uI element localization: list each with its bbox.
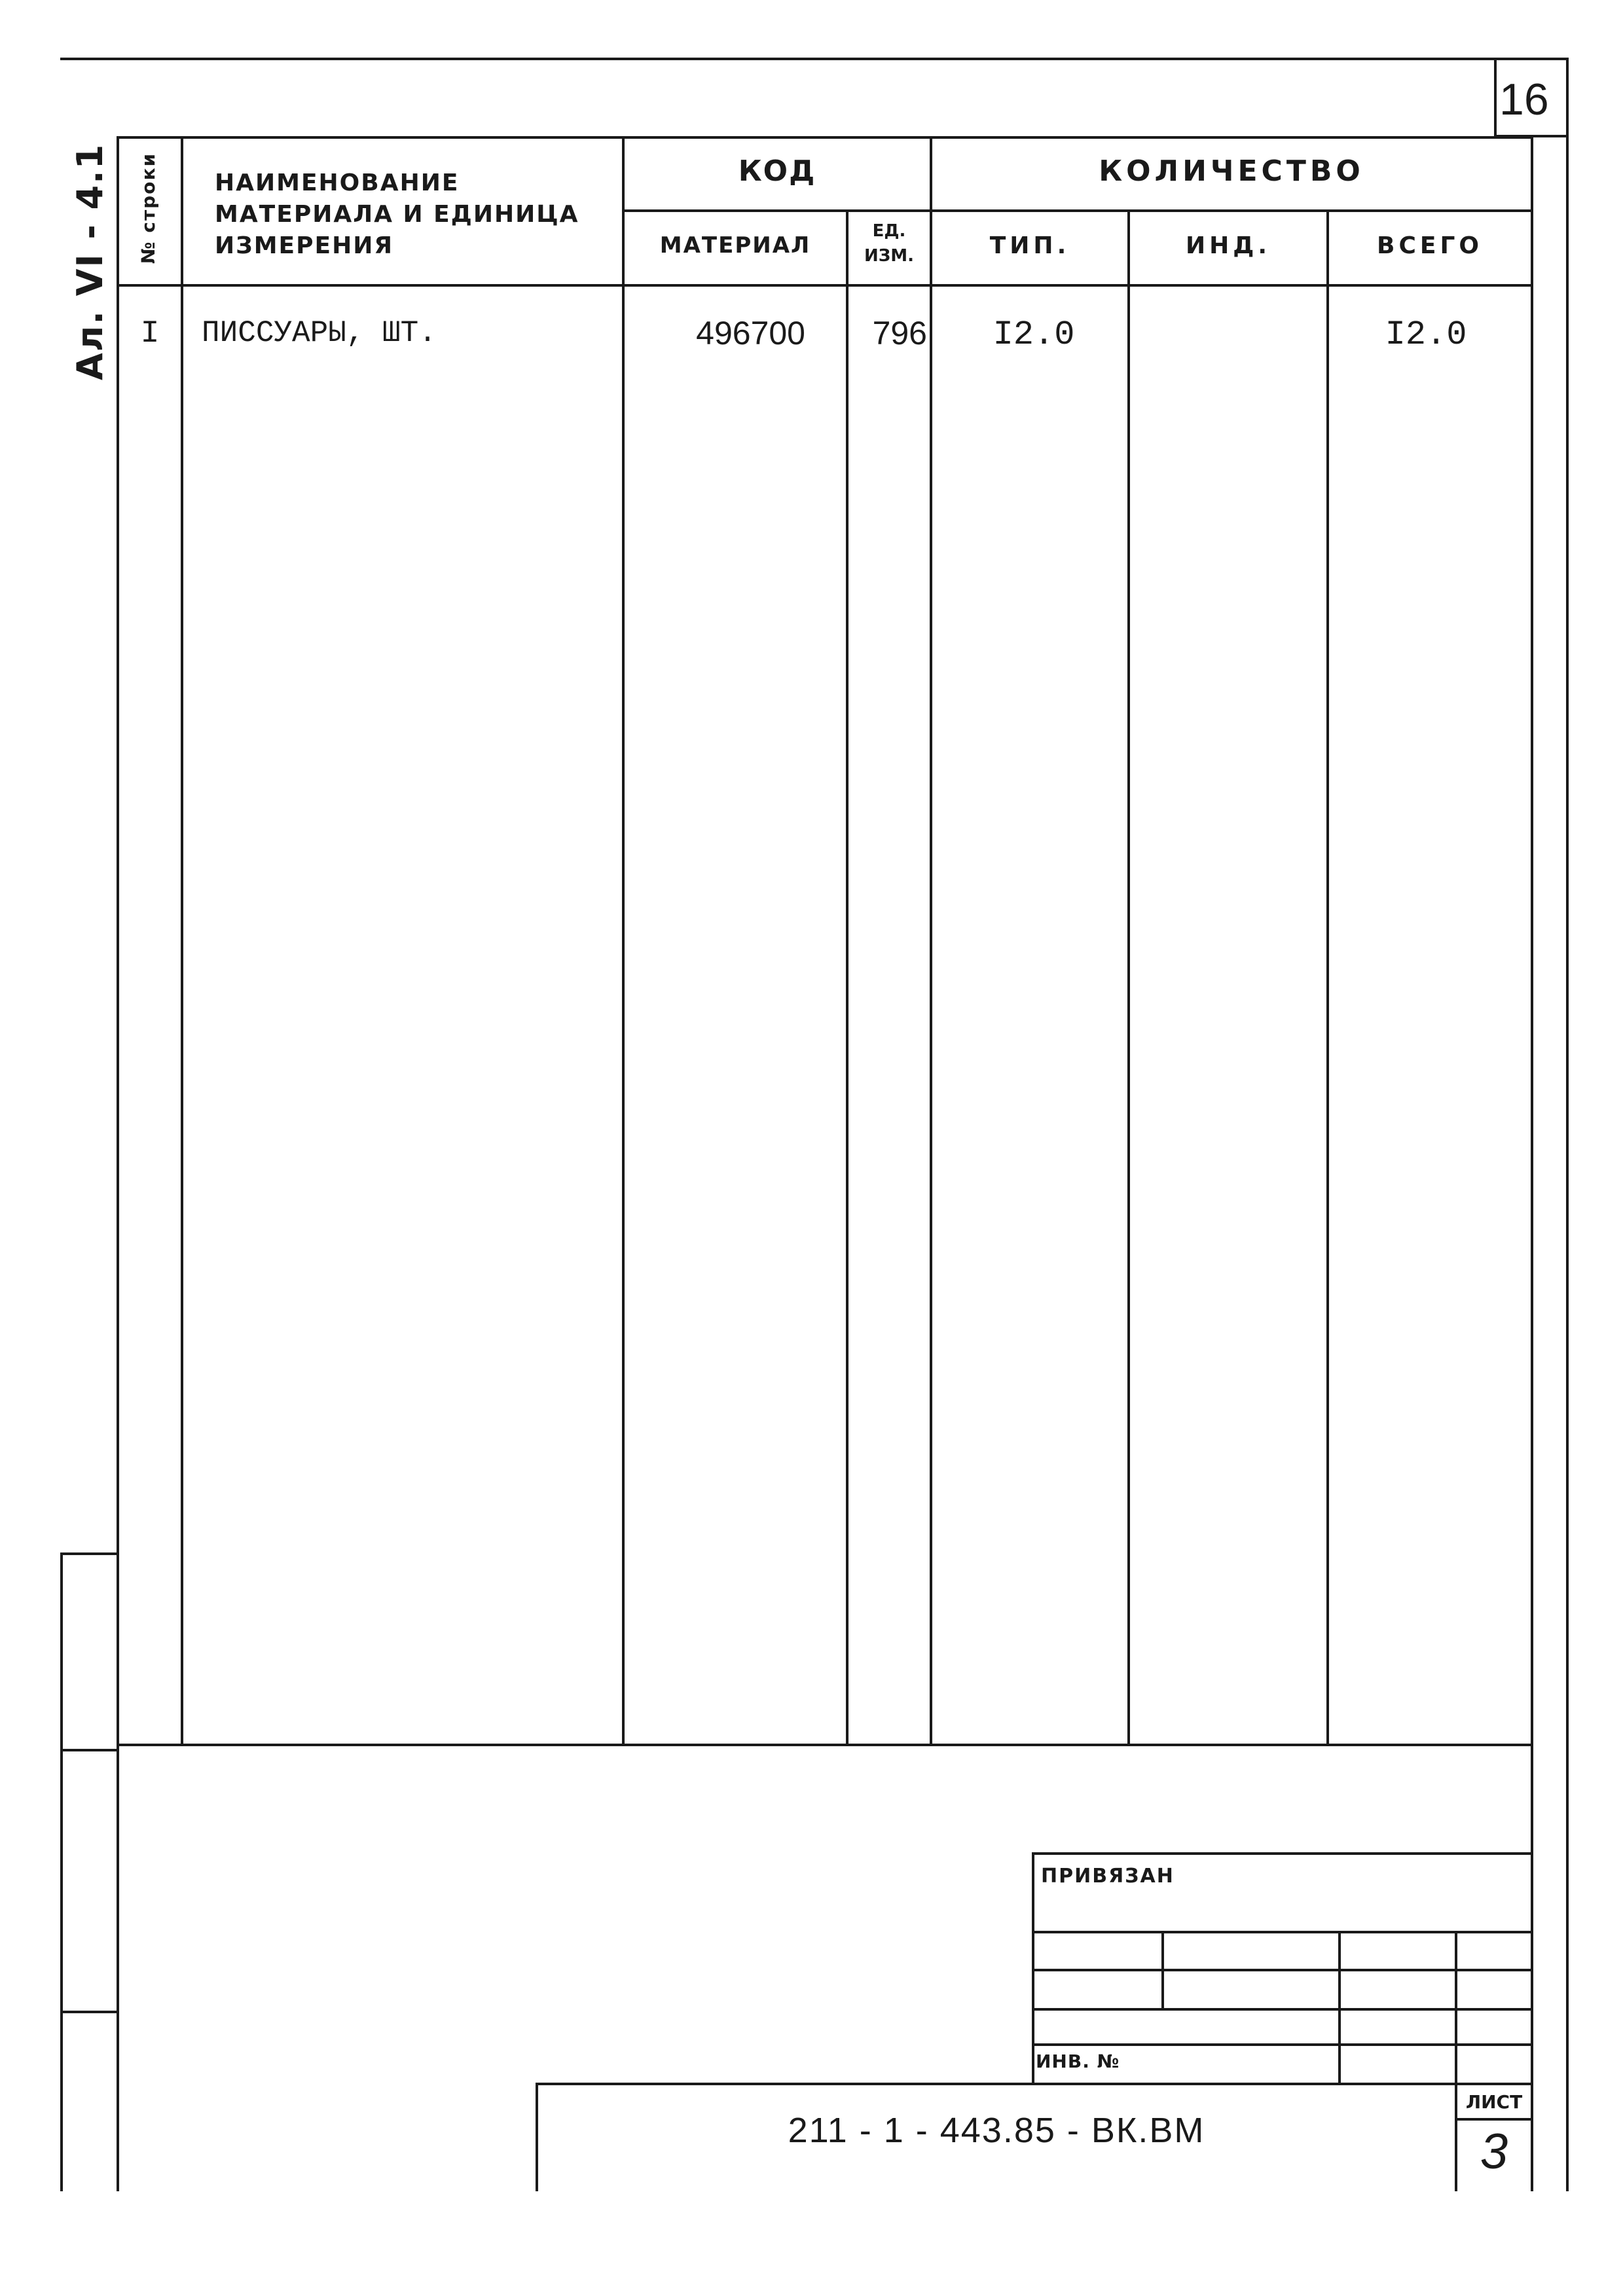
- attached-col-1: [1161, 1931, 1164, 2011]
- col-divider-typ: [1127, 209, 1130, 1746]
- margin-strip-top: [60, 1552, 118, 1555]
- margin-strip-low: [60, 2011, 118, 2013]
- col-divider-code-qty: [930, 136, 932, 1746]
- header-row-no: № строки: [137, 152, 159, 264]
- col-divider-name: [622, 136, 625, 1746]
- header-unit-line1: ЕД.: [872, 221, 906, 241]
- col-divider-material: [846, 209, 848, 1746]
- header-total: ВСЕГО: [1377, 232, 1483, 259]
- header-ind: ИНД.: [1186, 232, 1271, 259]
- sheet-label-line: [1455, 2118, 1533, 2121]
- cell-total: I2.0: [1385, 315, 1467, 354]
- cell-typ: I2.0: [993, 315, 1075, 354]
- header-qty-group: КОЛИЧЕСТВО: [1099, 154, 1364, 188]
- header-name-line2: МАТЕРИАЛА И ЕДИНИЦА: [215, 201, 579, 228]
- frame-top-line: [60, 58, 1566, 60]
- inv-label: ИНВ. №: [1036, 2051, 1120, 2072]
- header-name-line3: ИЗМЕРЕНИЯ: [215, 232, 394, 259]
- attached-box-top: [1032, 1852, 1532, 1855]
- table-subheader-line: [622, 209, 1533, 212]
- cell-material-code: 496700: [696, 315, 805, 351]
- margin-strip-mid: [60, 1749, 118, 1751]
- page-number: 16: [1499, 75, 1549, 124]
- frame-right-inner-line: [1531, 136, 1533, 2191]
- header-name-line1: НАИМЕНОВАНИЕ: [215, 170, 460, 196]
- designation-box-top: [536, 2083, 1533, 2085]
- frame-left-line: [117, 136, 119, 2191]
- col-divider-rowno: [181, 136, 183, 1746]
- header-typ: ТИП.: [989, 232, 1070, 259]
- attached-col-2: [1338, 1931, 1341, 2084]
- header-unit-line2: ИЗМ.: [864, 246, 914, 266]
- side-stamp: Ал. VI - 4.1: [69, 143, 111, 380]
- header-code-group: КОД: [738, 154, 816, 188]
- table-header-top: [117, 136, 1533, 139]
- cell-unit-code: 796: [872, 315, 927, 351]
- attached-label: ПРИВЯЗАН: [1041, 1865, 1175, 1888]
- cell-row-no: I: [140, 316, 160, 351]
- margin-strip-line: [60, 1552, 63, 2191]
- table-header-bottom: [117, 284, 1533, 287]
- sheet-label: ЛИСТ: [1465, 2091, 1523, 2113]
- attached-box-left: [1032, 1852, 1034, 2084]
- header-material: МАТЕРИАЛ: [659, 232, 811, 259]
- table-body-bottom: [117, 1744, 1533, 1746]
- sheet-number: 3: [1480, 2124, 1508, 2179]
- designation: 211 - 1 - 443.85 - ВК.ВМ: [788, 2111, 1205, 2150]
- frame-right-outer-line: [1566, 58, 1569, 2191]
- cell-name: ПИССУАРЫ, ШТ.: [202, 316, 437, 350]
- col-divider-ind: [1326, 209, 1329, 1746]
- page-number-box-left: [1494, 58, 1497, 136]
